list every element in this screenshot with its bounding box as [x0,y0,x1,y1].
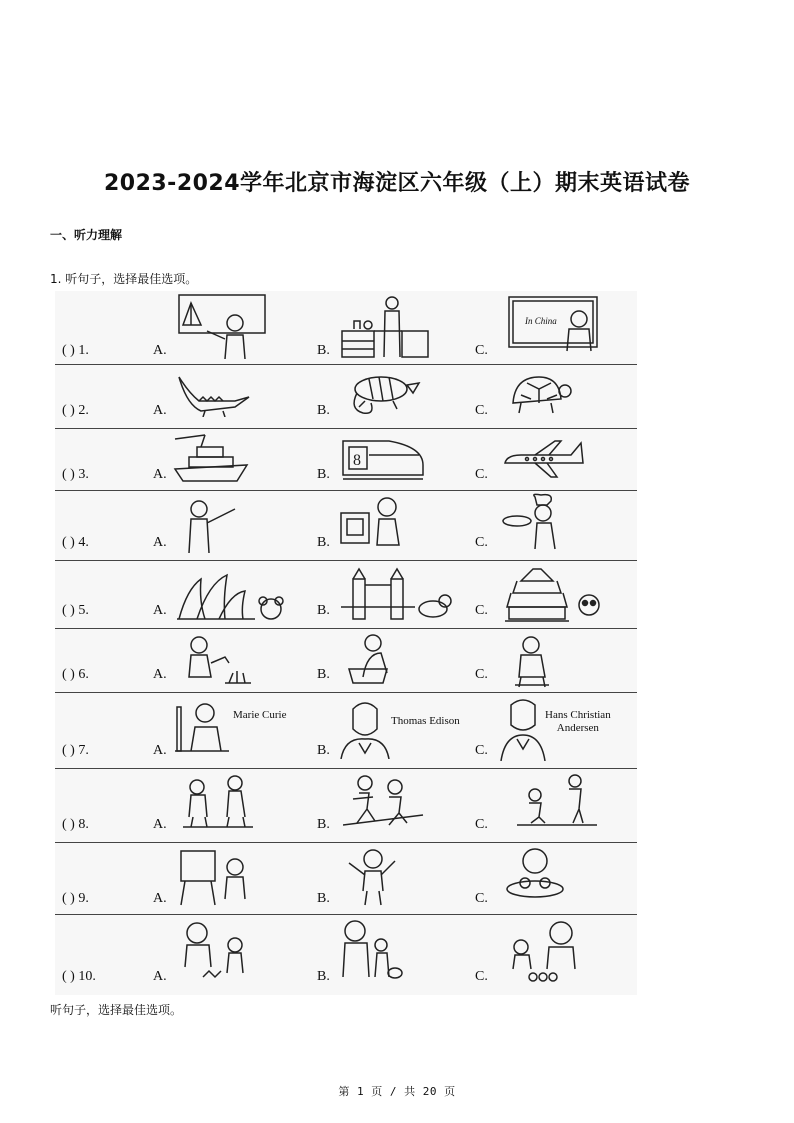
question-row-5 [55,561,637,629]
question-instruction: 1. 听句子，选择最佳选项。 [50,272,198,286]
answer-bracket[interactable]: ( ) 3. [62,467,89,482]
grandmother-and-child-with-dog-illustration [337,919,403,983]
option-b-label: B. [317,535,330,550]
portrait-caption: Marie Curie [233,709,287,721]
option-c-label: C. [475,891,488,906]
answer-bracket[interactable]: ( ) 9. [62,891,89,906]
chameleon-illustration [345,369,421,419]
option-b-label: B. [317,817,330,832]
option-a-label: A. [153,603,167,618]
option-c-label: C. [475,969,488,984]
question-row-6 [55,629,637,693]
person-gardening-illustration [343,633,403,689]
caption-line: Andersen [556,722,599,734]
question-row-9 [55,843,637,915]
caption-line: Hans Christian [545,709,611,721]
boy-painting-at-easel-illustration [175,847,255,909]
question-row-7 [55,693,637,769]
listening-picture-sheet [55,291,637,995]
answer-bracket[interactable]: ( ) 1. [62,343,89,358]
child-cooking-illustration [337,495,407,555]
question-row-4 [55,491,637,561]
answer-bracket[interactable]: ( ) 4. [62,535,89,550]
option-a-label: A. [153,467,167,482]
option-a-label: A. [153,343,167,358]
hans-christian-andersen-portrait [499,695,547,761]
question-row-2 [55,365,637,429]
children-playing-ball-illustration [179,773,255,833]
teacher-with-pointer-illustration [179,497,243,555]
option-b-label: B. [317,403,330,418]
question-row-10 [55,915,637,995]
sydney-opera-house-koala-illustration [175,569,287,625]
portrait-caption: Thomas Edison [391,715,460,727]
option-c-label: C. [475,817,488,832]
option-c-label: C. [475,343,488,358]
grandmother-and-child-gardening-illustration [179,921,253,983]
option-c-label: C. [475,743,488,758]
option-a-label: A. [153,817,167,832]
option-a-label: A. [153,743,167,758]
answer-bracket[interactable]: ( ) 8. [62,817,89,832]
thomas-edison-portrait [337,697,393,759]
answer-bracket[interactable]: ( ) 6. [62,667,89,682]
answer-bracket[interactable]: ( ) 7. [62,743,89,758]
chef-with-dish-illustration [501,493,565,553]
board-text: In China [525,316,557,326]
answer-bracket[interactable]: ( ) 10. [62,969,96,984]
option-a-label: A. [153,969,167,984]
girl-sitting-illustration [505,633,559,689]
temple-of-heaven-panda-illustration [505,565,609,625]
children-running-illustration [343,773,425,835]
children-skating-illustration [517,773,597,833]
option-a-label: A. [153,535,167,550]
option-c-label: C. [475,535,488,550]
option-c-label: C. [475,667,488,682]
option-b-label: B. [317,667,330,682]
option-c-label: C. [475,603,488,618]
option-a-label: A. [153,667,167,682]
airplane-illustration [501,437,585,481]
option-b-label: B. [317,743,330,758]
ship-illustration [171,433,251,485]
boy-with-food-plate-illustration [505,847,567,903]
option-b-label: B. [317,603,330,618]
question-row-3 [55,429,637,491]
answer-bracket[interactable]: ( ) 5. [62,603,89,618]
option-a-label: A. [153,891,167,906]
question-row-8 [55,769,637,843]
portrait-caption [545,709,611,735]
question-instruction: 听句子，选择最佳选项。 [50,1003,183,1017]
marie-curie-portrait [173,699,231,757]
option-b-label: B. [317,891,330,906]
section-heading: 一、听力理解 [50,228,123,242]
page-title: 2023-2024学年北京市海淀区六年级（上）期末英语试卷 [103,171,691,196]
girl-watering-plants-illustration [179,633,255,689]
scientist-in-lab-illustration [340,295,430,361]
teacher-at-board-math-illustration [177,293,267,361]
page-footer: 第 1 页 / 共 20 页 [338,1085,456,1098]
option-b-label: B. [317,467,330,482]
svg-text:8: 8 [353,452,361,469]
answer-bracket[interactable]: ( ) 2. [62,403,89,418]
option-a-label: A. [153,403,167,418]
option-b-label: B. [317,343,330,358]
tower-bridge-lion-illustration [341,565,453,625]
grandmother-and-child-cooking-illustration [503,919,579,985]
question-row-1 [55,291,637,365]
option-c-label: C. [475,403,488,418]
train-illustration [339,435,425,481]
turtle-illustration [507,369,573,417]
option-c-label: C. [475,467,488,482]
option-b-label: B. [317,969,330,984]
boy-waving-illustration [343,847,405,909]
crocodile-illustration [175,371,251,417]
